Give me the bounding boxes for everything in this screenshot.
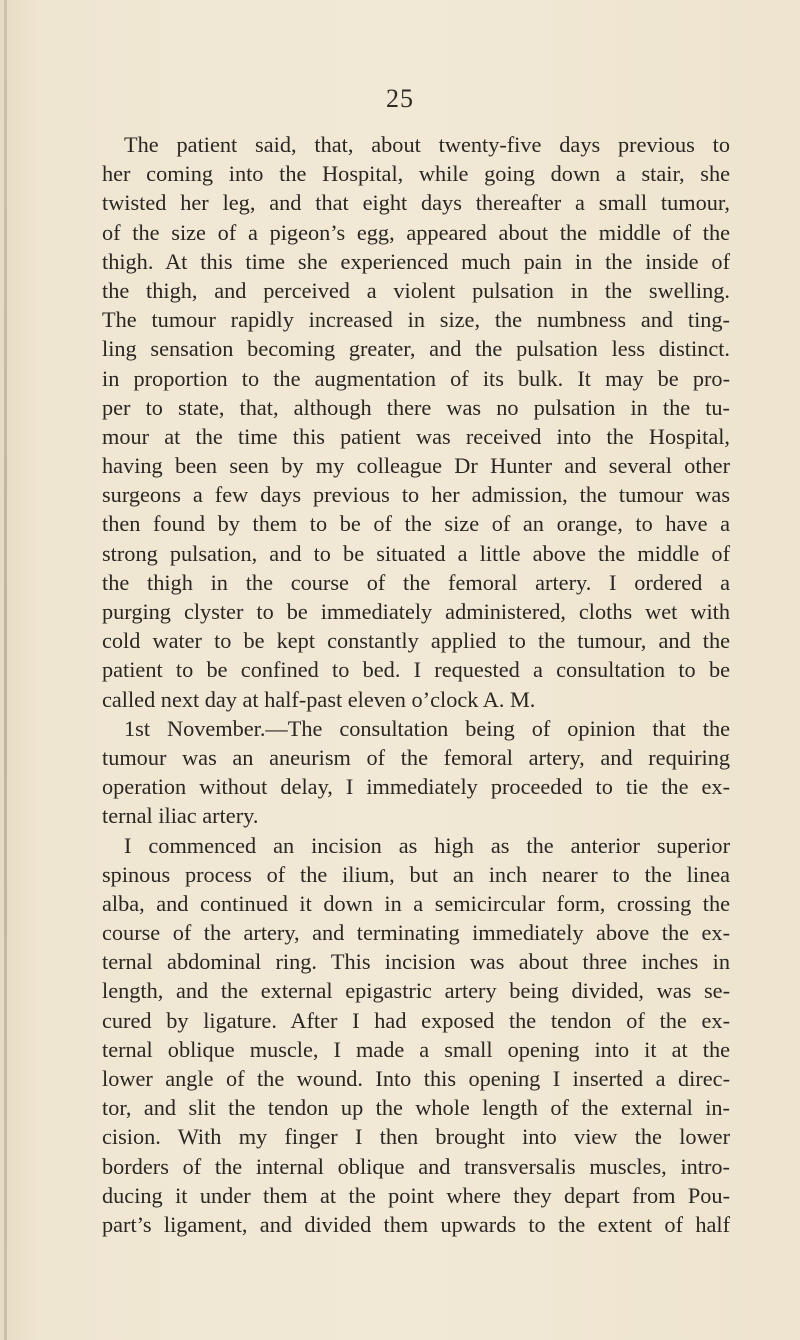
text-line: surgeons a few days previous to her admission, the tumour was bbox=[102, 482, 730, 508]
text-line: strong pulsation, and to be situated a little above the middle of bbox=[102, 540, 730, 566]
text-line: part’s ligament, and divided them upwards to the extent of half bbox=[102, 1211, 730, 1237]
text-line: patient to be confined to bed. I requested a consultation to be bbox=[102, 657, 730, 683]
text-line: cision. With my finger I then brought into view the lower bbox=[102, 1124, 730, 1150]
text-line: in proportion to the augmentation of its bulk. It may be pro- bbox=[102, 365, 730, 391]
text-line: course of the artery, and terminating immediately above the ex- bbox=[102, 920, 730, 946]
text-line: ling sensation becoming greater, and the pulsation less distinct. bbox=[102, 336, 730, 362]
text-line: tumour was an aneurism of the femoral artery, and requiring bbox=[102, 744, 730, 770]
text-line: thigh. At this time she experienced much pain in the inside of bbox=[102, 248, 730, 274]
text-line: I commenced an incision as high as the anterior superior bbox=[124, 832, 730, 858]
text-line: borders of the internal oblique and transversalis muscles, intro- bbox=[102, 1153, 730, 1179]
text-line: of the size of a pigeon’s egg, appeared about the middle of the bbox=[102, 219, 730, 245]
text-line: her coming into the Hospital, while going down a stair, she bbox=[102, 161, 730, 187]
text-line: The patient said, that, about twenty-five days previous to bbox=[124, 132, 730, 157]
text-line: 1st November.—The consultation being of opinion that the bbox=[124, 715, 730, 741]
text-line: twisted her leg, and that eight days thereafter a small tumour, bbox=[102, 190, 730, 216]
text-line: operation without delay, I immediately proceeded to tie the ex- bbox=[102, 774, 730, 800]
body-text bbox=[102, 130, 730, 1239]
text-line: lower angle of the wound. Into this opening I inserted a direc- bbox=[102, 1066, 730, 1091]
text-line: The tumour rapidly increased in size, the numbness and ting- bbox=[102, 307, 730, 333]
text-line: length, and the external epigastric artery being divided, was se- bbox=[102, 978, 730, 1004]
text-line: cured by ligature. After I had exposed the tendon of the ex- bbox=[102, 1007, 730, 1033]
text-line: the thigh in the course of the femoral artery. I ordered a bbox=[102, 569, 730, 595]
text-line: alba, and continued it down in a semicircular form, crossing the bbox=[102, 890, 730, 916]
page-gutter-shadow bbox=[4, 0, 7, 1340]
text-line: ternal iliac artery. bbox=[102, 803, 259, 829]
text-line: cold water to be kept constantly applied to the tumour, and the bbox=[102, 628, 730, 654]
text-line: purging clyster to be immediately administered, cloths wet with bbox=[102, 599, 730, 624]
text-line: then found by them to be of the size of an orange, to have a bbox=[102, 511, 730, 537]
text-line: spinous process of the ilium, but an inch nearer to the linea bbox=[102, 861, 730, 887]
text-line: having been seen by my colleague Dr Hunter and several other bbox=[102, 453, 730, 479]
text-line: tor, and slit the tendon up the whole length of the external in- bbox=[102, 1095, 730, 1121]
text-line: ternal oblique muscle, I made a small opening into it at the bbox=[102, 1036, 730, 1062]
text-line: ternal abdominal ring. This incision was about three inches in bbox=[102, 949, 730, 975]
text-line: the thigh, and perceived a violent pulsation in the swelling. bbox=[102, 277, 730, 303]
text-line: called next day at half-past eleven o’clock A. M. bbox=[102, 686, 536, 712]
page-number: 25 bbox=[386, 84, 414, 113]
text-line: mour at the time this patient was received into the Hospital, bbox=[102, 423, 730, 449]
text-line: ducing it under them at the point where they depart from Pou- bbox=[102, 1182, 730, 1208]
text-line: per to state, that, although there was no pulsation in the tu- bbox=[102, 394, 730, 420]
